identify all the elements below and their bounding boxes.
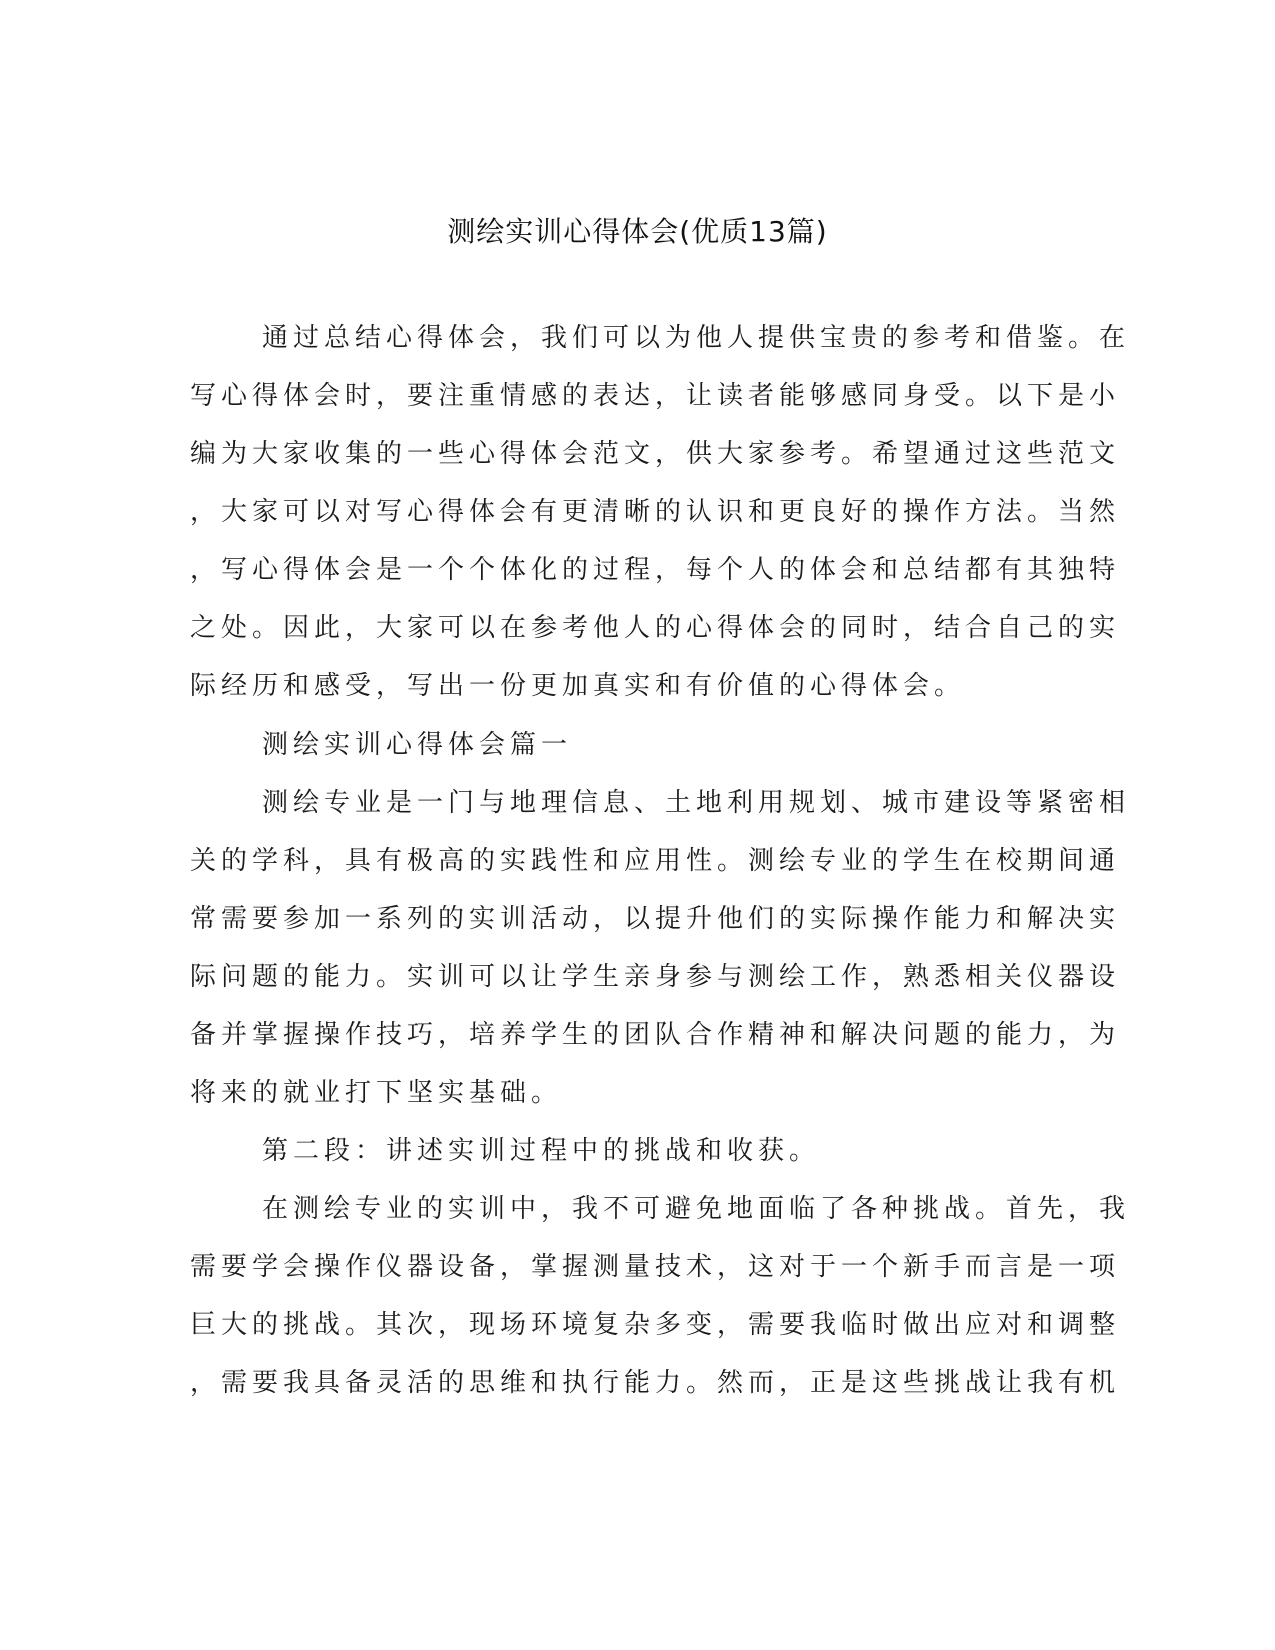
paragraph-line: 通过总结心得体会，我们可以为他人提供宝贵的参考和借鉴。在 [262,323,1131,353]
paragraph-line: 第二段：讲述实训过程中的挑战和收获。 [262,1136,821,1166]
paragraph-line: ，大家可以对写心得体会有更清晰的认识和更良好的操作方法。当然 [190,497,1121,527]
paragraph-line: 编为大家收集的一些心得体会范文，供大家参考。希望通过这些范文 [190,439,1121,469]
paragraph-line: 测绘专业是一门与地理信息、土地利用规划、城市建设等紧密相 [262,788,1131,818]
paragraph-line: 在测绘专业的实训中，我不可避免地面临了各种挑战。首先，我 [262,1194,1131,1224]
paragraph-line: 将来的就业打下坚实基础。 [190,1078,563,1108]
paragraph-line: 之处。因此，大家可以在参考他人的心得体会的同时，结合自己的实 [190,613,1121,643]
paragraph-line: 常需要参加一系列的实训活动，以提升他们的实际操作能力和解决实 [190,904,1121,934]
paragraph-line: 际问题的能力。实训可以让学生亲身参与测绘工作，熟悉相关仪器设 [190,962,1121,992]
paragraph-line: ，写心得体会是一个个体化的过程，每个人的体会和总结都有其独特 [190,555,1121,585]
paragraph-line: 关的学科，具有极高的实践性和应用性。测绘专业的学生在校期间通 [190,846,1121,876]
paragraph-line: 巨大的挑战。其次，现场环境复杂多变，需要我临时做出应对和调整 [190,1310,1121,1340]
document-title: 测绘实训心得体会(优质13篇) [447,215,828,248]
section-heading: 测绘实训心得体会篇一 [262,730,573,760]
paragraph-line: 需要学会操作仪器设备，掌握测量技术，这对于一个新手而言是一项 [190,1252,1121,1282]
paragraph-line: 写心得体会时，要注重情感的表达，让读者能够感同身受。以下是小 [190,381,1121,411]
paragraph-line: 备并掌握操作技巧，培养学生的团队合作精神和解决问题的能力，为 [190,1020,1121,1050]
paragraph-line: ，需要我具备灵活的思维和执行能力。然而，正是这些挑战让我有机 [190,1368,1121,1398]
paragraph-line: 际经历和感受，写出一份更加真实和有价值的心得体会。 [190,671,966,701]
